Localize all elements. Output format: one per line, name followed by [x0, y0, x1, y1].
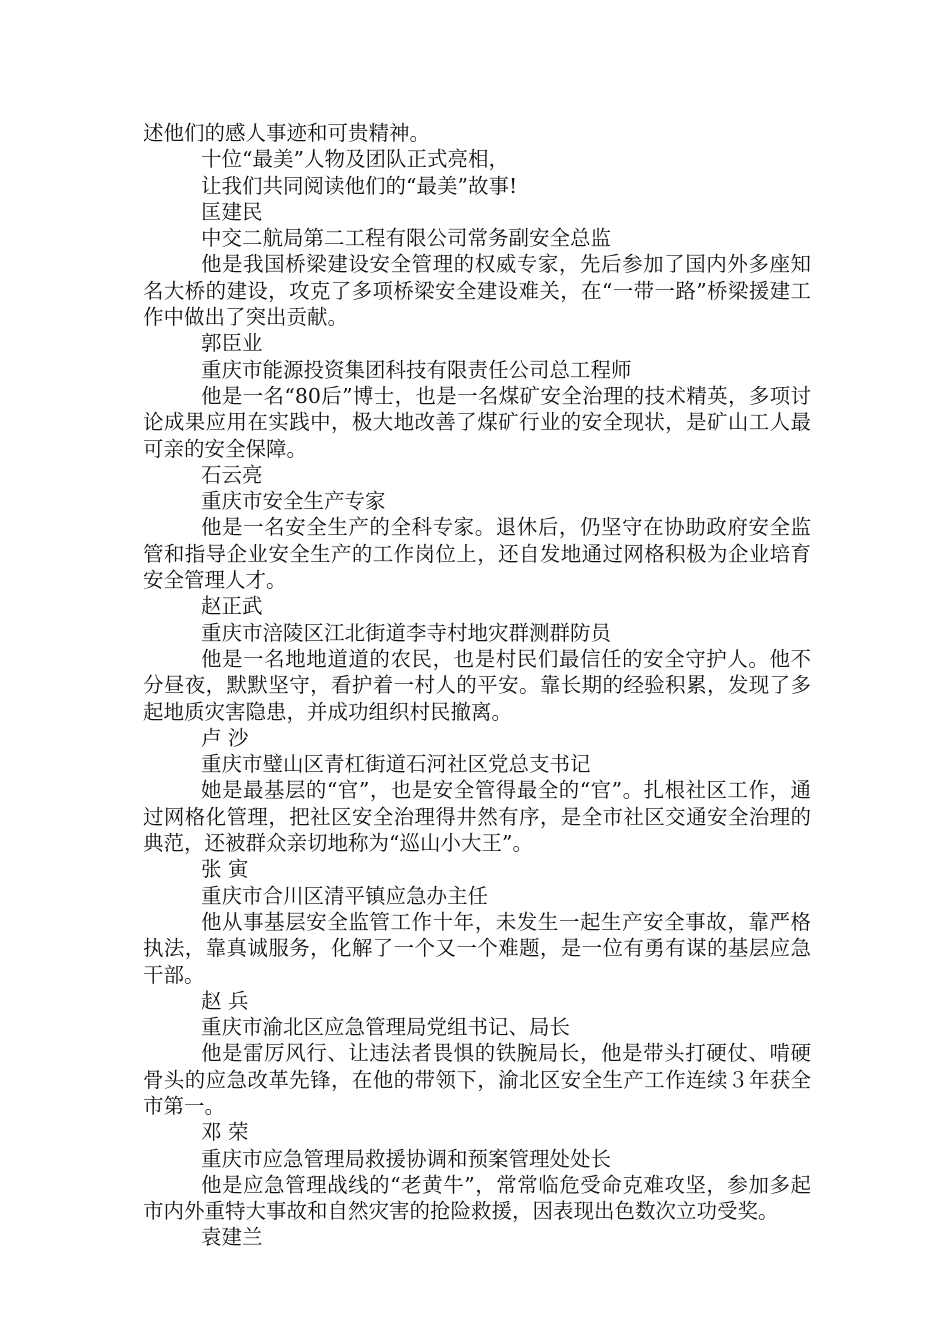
- person-title: 重庆市合川区清平镇应急办主任: [201, 883, 488, 908]
- person-entry: [143, 856, 811, 987]
- person-entry: [143, 725, 811, 856]
- person-title: 重庆市安全生产专家: [201, 489, 386, 514]
- intro-line: 十位“最美”人物及团队正式亮相，: [201, 147, 509, 172]
- person-name: 卢 沙: [201, 725, 249, 750]
- person-description: 他是应急管理战线的“老黄牛”，常常临危受命克难攻坚，参加多起市内外重特大事故和自然灾害的抢险救援，因表现出色数次立功受奖。: [143, 1172, 811, 1224]
- person-title: 重庆市璧山区青杠街道石河社区党总支书记: [201, 752, 591, 777]
- person-entry: [143, 330, 811, 461]
- person-description: 他是一名安全生产的全科专家。退休后，仍坚守在协助政府安全监管和指导企业安全生产的工作岗位上，还自发地通过网格积极为企业培育安全管理人才。: [143, 515, 811, 593]
- document-body: [143, 120, 811, 1251]
- person-title: 中交二航局第二工程有限公司常务副安全总监: [201, 226, 611, 251]
- person-description: 她是最基层的“官”，也是安全管得最全的“官”。扎根社区工作，通过网格化管理，把社区安全治理得井然有序，是全市社区交通安全治理的典范，还被群众亲切地称为“巡山小大王”。: [143, 778, 811, 856]
- person-name: 匡建民: [201, 199, 263, 224]
- person-title: 重庆市应急管理局救援协调和预案管理处处长: [201, 1146, 611, 1171]
- person-entry: [143, 1119, 811, 1224]
- person-name: 袁建兰: [201, 1225, 263, 1250]
- person-description: 他从事基层安全监管工作十年，未发生一起生产安全事故，靠严格执法，靠真诚服务，化解了一个又一个难题，是一位有勇有谋的基层应急干部。: [143, 909, 811, 987]
- person-name: 邓 荣: [201, 1120, 249, 1145]
- person-description: 他是雷厉风行、让违法者畏惧的铁腕局长，他是带头打硬仗、啃硬骨头的应急改革先锋，在他的带领下，渝北区安全生产工作连续３年获全市第一。: [143, 1041, 811, 1118]
- person-description: 他是一名地地道道的农民，也是村民们最信任的安全守护人。他不分昼夜，默默坚守，看护着一村人的平安。靠长期的经验积累，发现了多起地质灾害隐患，并成功组织村民撤离。: [143, 646, 811, 724]
- intro-line: 述他们的感人事迹和可贵精神。: [143, 121, 430, 145]
- person-title: 重庆市能源投资集团科技有限责任公司总工程师: [201, 357, 632, 382]
- person-description: 他是我国桥梁建设安全管理的权威专家，先后参加了国内外多座知名大桥的建设，攻克了多项桥梁安全建设难关，在“一带一路”桥梁援建工作中做出了突出贡献。: [143, 252, 811, 330]
- intro-line: 让我们共同阅读他们的“最美”故事!: [201, 173, 518, 198]
- person-entry: [143, 462, 811, 593]
- person-name: 赵 兵: [201, 988, 249, 1013]
- person-name: 赵正武: [201, 594, 263, 619]
- person-title: 重庆市涪陵区江北街道李寺村地灾群测群防员: [201, 620, 611, 645]
- person-description: 他是一名“80后”博士，也是一名煤矿安全治理的技术精英，多项讨论成果应用在实践中，极大地改善了煤矿行业的安全现状，是矿山工人最可亲的安全保障。: [143, 383, 811, 461]
- person-name: 张 寅: [201, 857, 249, 882]
- person-entry: [143, 593, 811, 724]
- person-entry: [143, 199, 811, 330]
- person-entry: [143, 988, 811, 1119]
- person-name: 郭臣业: [201, 331, 263, 356]
- person-title: 重庆市渝北区应急管理局党组书记、局长: [201, 1015, 570, 1040]
- person-name: 石云亮: [201, 462, 263, 487]
